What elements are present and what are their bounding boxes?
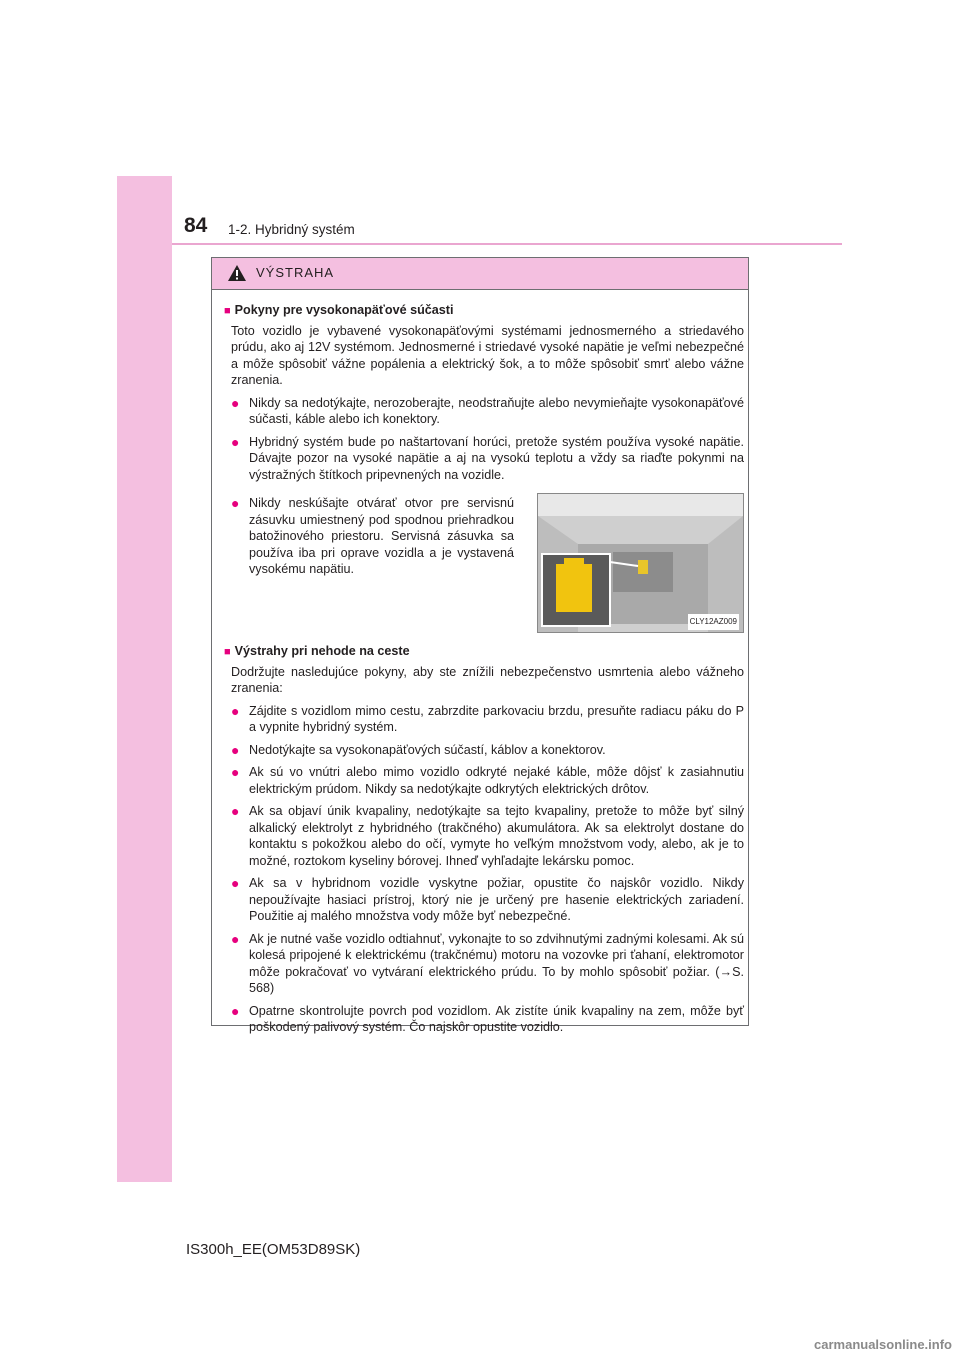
bullet-dot-icon: ● bbox=[231, 764, 240, 780]
model-code: IS300h_EE(OM53D89SK) bbox=[186, 1241, 361, 1258]
list-item: ● Zájdite s vozidlom mimo cestu, zabrzdite parkovaciu brzdu, presuňte radiacu páku do P a vypnite hybridný systém. bbox=[231, 702, 744, 734]
warning-triangle-icon bbox=[227, 264, 247, 282]
warning-body bbox=[224, 302, 744, 1036]
page-number: 84 bbox=[184, 214, 208, 237]
figure-code: CLY12AZ009 bbox=[688, 614, 739, 631]
heading-high-voltage: ■ Pokyny pre vysokonapäťové súčasti bbox=[224, 303, 454, 317]
header-rule bbox=[172, 243, 842, 245]
bullet-dot-icon: ● bbox=[231, 702, 240, 719]
high-voltage-intro: Toto vozidlo je vybavené vysokonapäťovými systémami jednosmerného a striedavého prúdu, ako aj 12V systémom. Jednosmerné i striedavé vysoké napätie je veľmi nebezpečné a môže spôsobiť vážne popálenia a elektrický šok, a to môže spôsobiť smrť alebo vážne zranenia. bbox=[231, 323, 744, 387]
road-accident-intro: Dodržujte nasledujúce pokyny, aby ste znížili nebezpečenstvo usmrtenia alebo vážneho zranenia: bbox=[231, 664, 744, 695]
bullet-dot-icon: ● bbox=[231, 433, 240, 450]
list-item: ● Nikdy neskúšajte otvárať otvor pre servisnú zásuvku umiestnený pod spodnou priehradkou batožinového priestoru. Servisná zásuvka sa používa iba pri oprave vozidla a je vystavená vysokému napätiu. bbox=[231, 495, 514, 576]
bullet-dot-icon: ● bbox=[231, 495, 240, 511]
warning-title: VÝSTRAHA bbox=[256, 265, 335, 280]
warning-box bbox=[211, 257, 749, 1034]
bullet-dot-icon: ● bbox=[231, 930, 240, 947]
watermark: carmanualsonline.info bbox=[814, 1337, 952, 1352]
bullet-dot-icon: ● bbox=[231, 875, 240, 891]
heading-road-accident: ■ Výstrahy pri nehode na ceste bbox=[224, 644, 410, 658]
list-item: ● Ak sú vo vnútri alebo mimo vozidlo odkryté nejaké káble, môže dôjsť k zasiahnutiu elektrickým prúdom. Nikdy sa nedotýkajte odkrytých elektrických drôtov. bbox=[231, 764, 744, 796]
square-bullet-icon: ■ bbox=[224, 305, 231, 317]
trunk-illustration bbox=[538, 494, 743, 632]
list-item: ● Ak je nutné vaše vozidlo odtiahnuť, vykonajte to so zdvihnutými zadnými kolesami. Ak sú kolesá pripojené k elektrickému (trakčnému) motoru na vozovke pri ťahaní, elektromotor môže pokračovať vo vytváraní elektrického prúdu. To by mohlo spôsobiť požiar. (→S. 568) bbox=[231, 930, 744, 995]
list-item: ● Nedotýkajte sa vysokonapäťových súčastí, káblov a konektorov. bbox=[231, 741, 606, 758]
list-item: ● Ak sa objaví únik kvapaliny, nedotýkajte sa tejto kvapaliny, pretože to môže byť silný alkalický elektrolyt z hybridného (trakčného) akumulátora. Ak sa elektrolyt dostane do kontaktu s pokožkou alebo do očí, vymyte ho veľkým množstvom vody, alebo, ak je to možné, roztokom kyseliny bórovej. Ihneď vyhľadajte lekársku pomoc. bbox=[231, 803, 744, 868]
bullet-dot-icon: ● bbox=[231, 741, 240, 758]
bullet-dot-icon: ● bbox=[231, 394, 240, 411]
side-tab bbox=[117, 176, 172, 1182]
list-item: ● Hybridný systém bude po naštartovaní horúci, pretože systém používa vysoké napätie. Dávajte pozor na vysoké napätie a aj na vysokú teplotu a vždy sa riaďte pokynmi na výstražných štítkoch pripevnených na vozidle. bbox=[231, 433, 744, 482]
figure-row bbox=[224, 489, 744, 633]
warning-header bbox=[212, 258, 748, 290]
list-item: ● Ak sa v hybridnom vozidle vyskytne požiar, opustite čo najskôr vozidlo. Nikdy nepoužívajte hasiaci prístroj, ktorý nie je určený pre hasenie elektrických zariadení. Použitie aj malého množstva vody môže byť nebezpečné. bbox=[231, 875, 744, 923]
list-item: ● Opatrne skontrolujte povrch pod vozidlom. Ak zistíte únik kvapaliny na zem, môže byť poškodený palivový systém. Čo najskôr opustite vozidlo. bbox=[231, 1002, 744, 1034]
bullet-dot-icon: ● bbox=[231, 803, 240, 819]
square-bullet-icon: ■ bbox=[224, 646, 231, 658]
list-item: ● Nikdy sa nedotýkajte, nerozoberajte, neodstraňujte alebo nevymieňajte vysokonapäťové súčasti, káble alebo ich konektory. bbox=[231, 394, 744, 426]
bullet-dot-icon: ● bbox=[231, 1002, 240, 1019]
section-title: 1-2. Hybridný systém bbox=[228, 222, 355, 237]
service-plug-illustration bbox=[537, 493, 744, 633]
